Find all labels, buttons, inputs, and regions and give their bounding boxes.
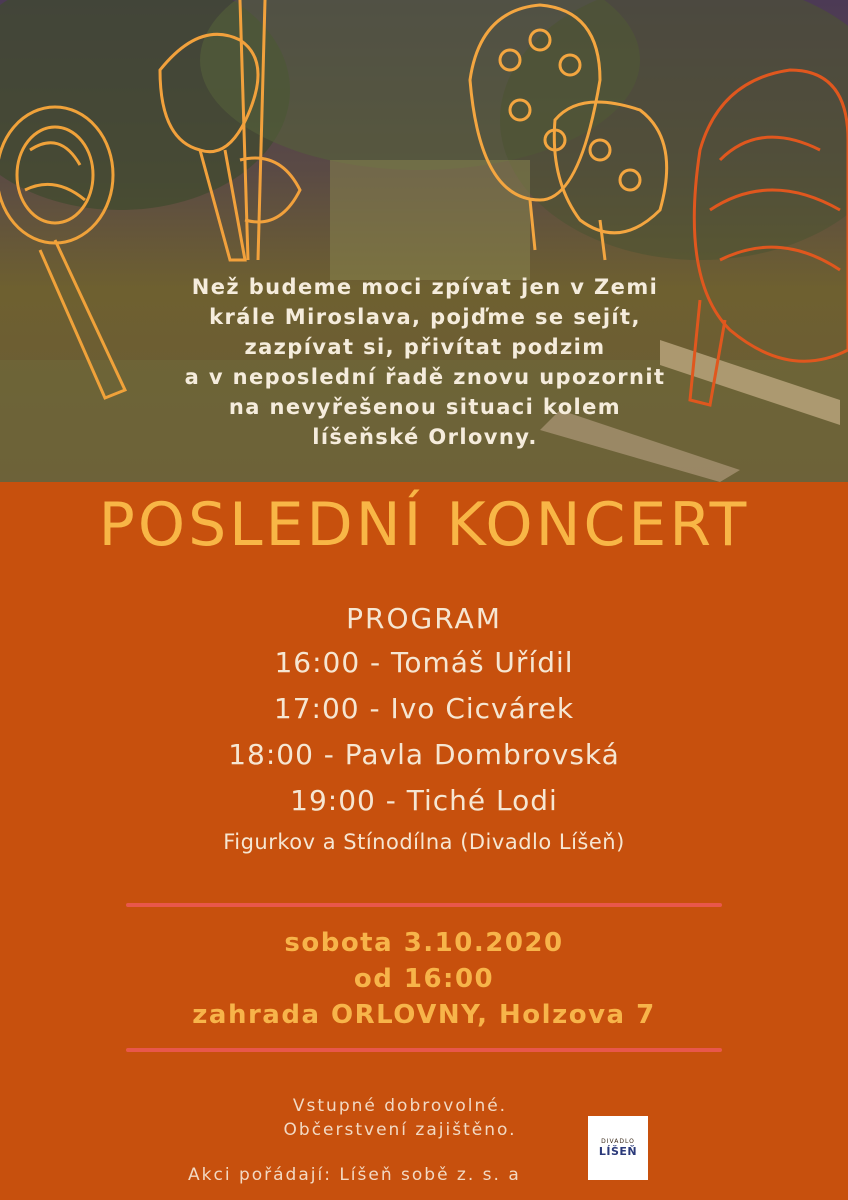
logo-small-text: DIVADLO — [601, 1138, 635, 1145]
hero-photo — [0, 0, 848, 482]
program-item: 16:00 - Tomáš Uřídil — [274, 646, 574, 679]
event-details — [0, 925, 848, 1033]
intro-line: a v neposlední řadě znovu upozornit — [184, 365, 666, 389]
event-place: zahrada ORLOVNY, Holzova 7 — [192, 1000, 656, 1030]
program-section — [0, 598, 848, 862]
logo-big-text: LÍŠEŇ — [598, 1145, 638, 1158]
organizers-text: Akci pořádají: Líšeň sobě z. s. a — [188, 1165, 521, 1185]
divider-top — [126, 903, 722, 907]
refreshments-note: Občerstvení zajištěno. — [283, 1120, 517, 1140]
intro-line: zazpívat si, přivítat podzim — [244, 335, 606, 359]
divider-bottom — [126, 1048, 722, 1052]
program-item: 19:00 - Tiché Lodi — [290, 784, 558, 817]
program-heading: PROGRAM — [346, 602, 502, 635]
divadlo-lisen-logo — [588, 1116, 648, 1180]
program-note: Figurkov a Stínodílna (Divadlo Líšeň) — [223, 830, 625, 854]
event-time: od 16:00 — [353, 964, 495, 994]
program-item: 18:00 - Pavla Dombrovská — [228, 738, 620, 771]
program-item: 17:00 - Ivo Cicvárek — [273, 692, 575, 725]
concert-title: POSLEDNÍ KONCERT — [98, 490, 750, 560]
intro-text — [150, 272, 700, 452]
intro-line: krále Miroslava, pojďme se sejít, — [209, 305, 641, 329]
intro-line: Než budeme moci zpívat jen v Zemi — [191, 275, 659, 299]
intro-line: na nevyřešenou situaci kolem — [228, 395, 622, 419]
intro-line: líšeňské Orlovny. — [312, 425, 538, 449]
entry-note: Vstupné dobrovolné. — [292, 1096, 508, 1116]
event-date: sobota 3.10.2020 — [284, 928, 564, 958]
